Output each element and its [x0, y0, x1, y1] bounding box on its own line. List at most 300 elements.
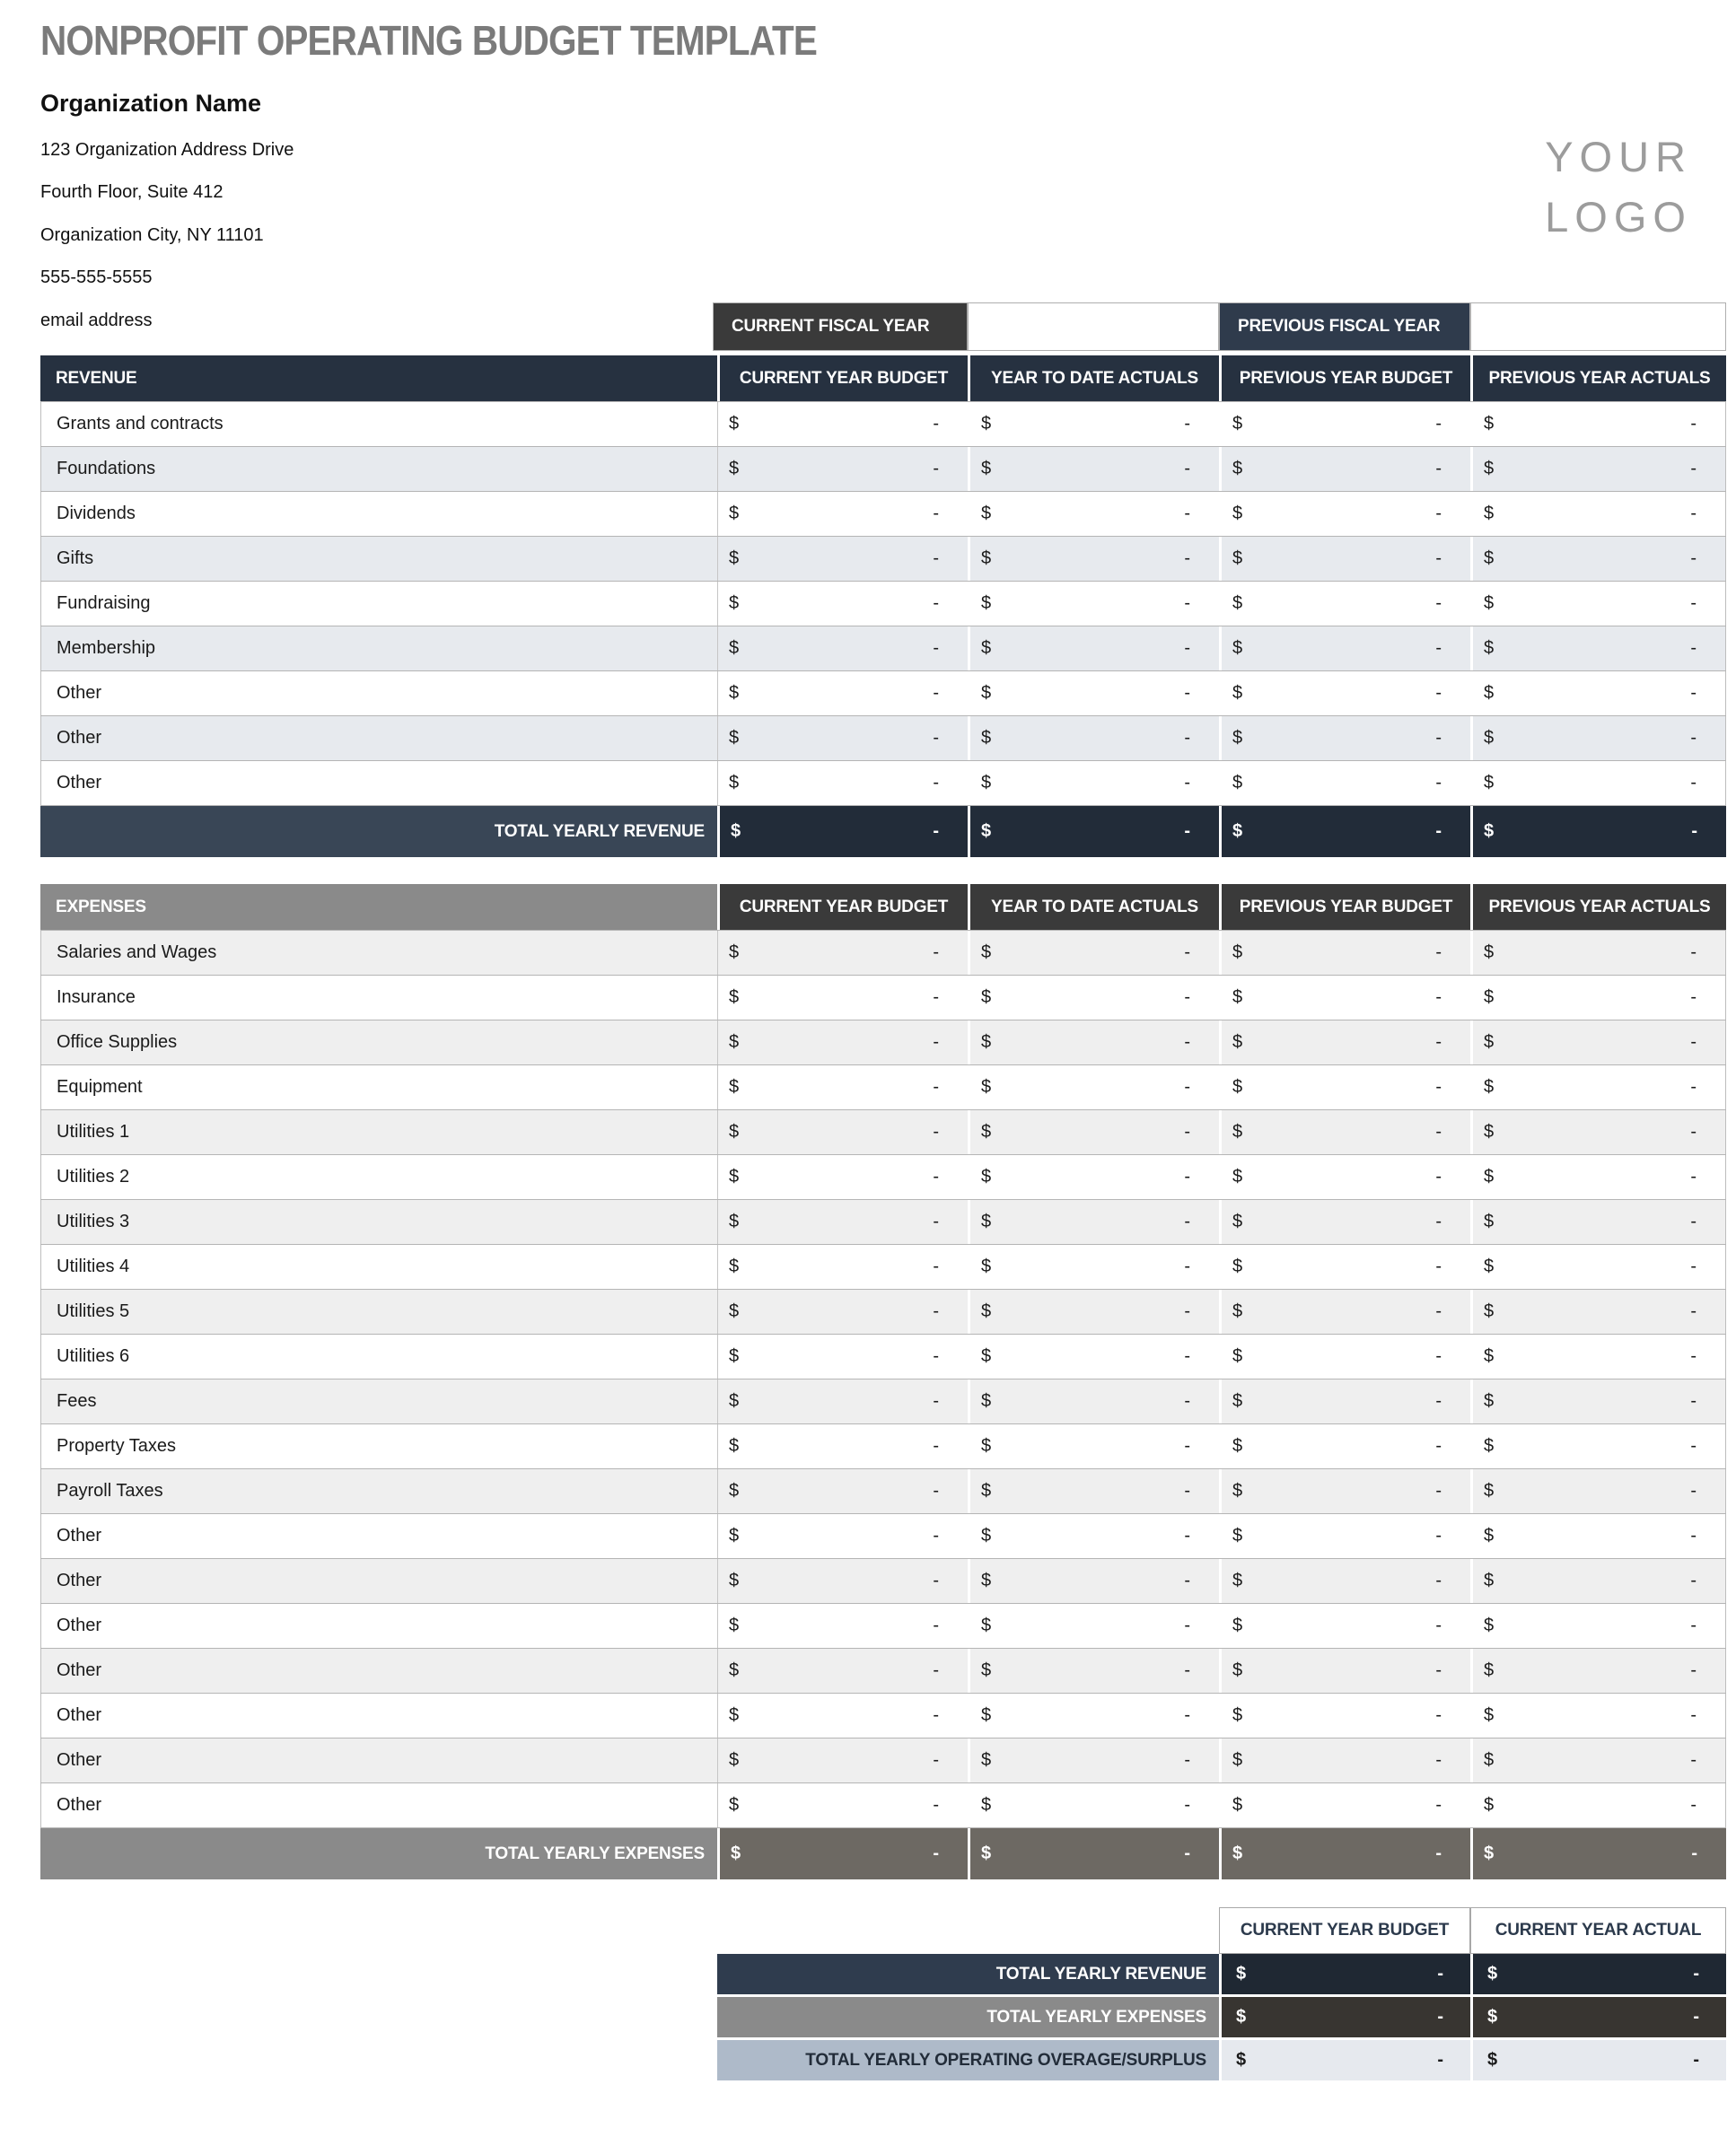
row-label: Utilities 6	[40, 1335, 717, 1379]
amount-cell[interactable]	[968, 1290, 1219, 1334]
currency-symbol: $	[981, 638, 992, 658]
amount-value: -	[1184, 1750, 1190, 1770]
revenue-row	[40, 761, 1726, 806]
summary-row-label: TOTAL YEARLY REVENUE	[717, 1954, 1219, 1994]
amount-cell[interactable]	[717, 1739, 968, 1782]
amount-cell[interactable]	[1470, 1020, 1726, 1064]
amount-value: -	[1690, 1750, 1697, 1770]
amount-value: -	[1437, 2050, 1443, 2070]
amount-value: -	[1693, 2007, 1699, 2027]
amount-cell[interactable]	[717, 1379, 968, 1423]
amount-cell[interactable]	[1470, 1335, 1726, 1379]
currency-symbol: $	[1236, 2007, 1247, 2027]
amount-value: -	[1184, 773, 1190, 793]
expense-row	[40, 931, 1726, 976]
amount-cell[interactable]	[717, 761, 968, 805]
amount-cell[interactable]	[968, 806, 1219, 857]
amount-cell[interactable]	[1470, 1783, 1726, 1827]
row-label: Other	[40, 1783, 717, 1827]
amount-cell[interactable]	[717, 976, 968, 1020]
currency-symbol: $	[981, 1660, 992, 1680]
currency-symbol: $	[729, 1032, 740, 1052]
amount-cell[interactable]	[1219, 1110, 1470, 1154]
amount-cell[interactable]	[1219, 1694, 1470, 1738]
expense-row	[40, 1424, 1726, 1469]
summary-column-current-year-budget: CURRENT YEAR BUDGET	[1219, 1907, 1470, 1954]
summary-table	[717, 1907, 1726, 2083]
amount-cell[interactable]	[717, 626, 968, 670]
currency-symbol: $	[981, 1750, 992, 1770]
amount-cell[interactable]	[968, 1155, 1219, 1199]
amount-cell[interactable]	[968, 976, 1219, 1020]
amount-cell[interactable]	[968, 537, 1219, 581]
currency-symbol: $	[1232, 821, 1243, 841]
amount-value: -	[933, 821, 939, 841]
amount-cell[interactable]	[1470, 537, 1726, 581]
amount-cell[interactable]	[1219, 671, 1470, 715]
row-label: Insurance	[40, 976, 717, 1020]
currency-symbol: $	[981, 1032, 992, 1052]
amount-cell[interactable]	[717, 1694, 968, 1738]
amount-value: -	[933, 728, 939, 748]
row-label: Other	[40, 1694, 717, 1738]
amount-value: -	[1184, 1391, 1190, 1411]
amount-cell[interactable]	[1219, 761, 1470, 805]
amount-cell[interactable]	[717, 1424, 968, 1468]
row-label: Other	[40, 761, 717, 805]
amount-cell[interactable]	[717, 1110, 968, 1154]
row-label: Other	[40, 1604, 717, 1648]
amount-cell[interactable]	[1470, 1200, 1726, 1244]
amount-cell[interactable]	[1219, 716, 1470, 760]
previous-fiscal-year-label: PREVIOUS FISCAL YEAR	[1219, 302, 1470, 351]
amount-cell[interactable]	[1470, 1379, 1726, 1423]
amount-value: -	[1690, 1526, 1697, 1546]
amount-cell[interactable]	[1470, 626, 1726, 670]
amount-cell[interactable]	[1219, 1290, 1470, 1334]
currency-symbol: $	[1484, 1122, 1495, 1142]
amount-cell[interactable]	[717, 1245, 968, 1289]
amount-cell[interactable]	[1219, 1200, 1470, 1244]
amount-value: -	[1690, 728, 1697, 748]
amount-value: -	[933, 1844, 939, 1863]
amount-cell[interactable]	[1470, 1424, 1726, 1468]
amount-cell[interactable]	[1219, 1335, 1470, 1379]
amount-cell[interactable]	[968, 1559, 1219, 1603]
amount-cell[interactable]	[968, 1649, 1219, 1693]
email-address: email address	[40, 311, 153, 330]
amount-value: -	[933, 1077, 939, 1097]
expense-row	[40, 1649, 1726, 1694]
amount-cell[interactable]	[1470, 806, 1726, 857]
row-label: Other	[40, 671, 717, 715]
amount-cell[interactable]	[1219, 1424, 1470, 1468]
currency-symbol: $	[1484, 1705, 1495, 1725]
amount-cell[interactable]	[717, 1155, 968, 1199]
currency-symbol: $	[981, 1616, 992, 1635]
amount-cell[interactable]	[1470, 761, 1726, 805]
amount-cell[interactable]	[1470, 402, 1726, 446]
amount-cell[interactable]	[1470, 1604, 1726, 1648]
currency-symbol: $	[1484, 773, 1495, 793]
currency-symbol: $	[1484, 1844, 1495, 1863]
currency-symbol: $	[729, 1122, 740, 1142]
currency-symbol: $	[1232, 1077, 1243, 1097]
current-fiscal-year-input[interactable]	[968, 302, 1219, 351]
amount-cell[interactable]	[1470, 1997, 1726, 2037]
amount-cell[interactable]	[1219, 1559, 1470, 1603]
amount-value: -	[933, 638, 939, 658]
amount-value: -	[933, 593, 939, 613]
address-line-1: 123 Organization Address Drive	[40, 140, 294, 160]
amount-value: -	[1184, 459, 1190, 478]
currency-symbol: $	[729, 1526, 740, 1546]
amount-cell[interactable]	[717, 1783, 968, 1827]
amount-cell[interactable]	[968, 1065, 1219, 1109]
currency-symbol: $	[729, 1212, 740, 1231]
currency-symbol: $	[1484, 1571, 1495, 1590]
currency-symbol: $	[981, 942, 992, 962]
amount-cell[interactable]	[1219, 582, 1470, 626]
amount-cell[interactable]	[717, 1290, 968, 1334]
expense-row	[40, 1020, 1726, 1065]
summary-row	[717, 1954, 1726, 1997]
amount-cell[interactable]	[1219, 1514, 1470, 1558]
amount-cell[interactable]	[1470, 1559, 1726, 1603]
currency-symbol: $	[1232, 593, 1243, 613]
amount-cell[interactable]	[1470, 1739, 1726, 1782]
amount-value: -	[1435, 683, 1442, 703]
currency-symbol: $	[981, 1212, 992, 1231]
amount-cell[interactable]	[1470, 1694, 1726, 1738]
amount-cell[interactable]	[968, 1694, 1219, 1738]
currency-symbol: $	[1484, 1750, 1495, 1770]
amount-cell[interactable]	[968, 1469, 1219, 1513]
amount-cell[interactable]	[717, 537, 968, 581]
column-header-previous-year-actuals: PREVIOUS YEAR ACTUALS	[1470, 355, 1726, 401]
logo-line-1: YOUR	[1545, 133, 1692, 180]
amount-value: -	[1690, 1705, 1697, 1725]
amount-value: -	[1693, 2050, 1699, 2070]
currency-symbol: $	[981, 414, 992, 434]
amount-cell[interactable]	[1219, 1997, 1470, 2037]
amount-cell[interactable]	[1219, 1020, 1470, 1064]
amount-cell[interactable]	[1470, 582, 1726, 626]
amount-value: -	[1435, 1436, 1442, 1456]
previous-fiscal-year-input[interactable]	[1470, 302, 1726, 351]
amount-value: -	[933, 1032, 939, 1052]
currency-symbol: $	[1232, 1481, 1243, 1501]
currency-symbol: $	[1484, 638, 1495, 658]
amount-cell[interactable]	[717, 1469, 968, 1513]
amount-value: -	[1184, 1122, 1190, 1142]
amount-cell[interactable]	[717, 582, 968, 626]
amount-cell[interactable]	[1219, 1469, 1470, 1513]
currency-symbol: $	[731, 821, 741, 841]
amount-cell[interactable]	[717, 931, 968, 975]
amount-value: -	[1435, 1346, 1442, 1366]
currency-symbol: $	[729, 548, 740, 568]
amount-value: -	[1690, 1167, 1697, 1187]
currency-symbol: $	[1487, 1964, 1498, 1984]
currency-symbol: $	[1484, 1616, 1495, 1635]
amount-value: -	[1435, 1705, 1442, 1725]
amount-cell[interactable]	[1470, 1469, 1726, 1513]
revenue-row	[40, 716, 1726, 761]
amount-cell[interactable]	[968, 761, 1219, 805]
currency-symbol: $	[1484, 821, 1495, 841]
revenue-section-title: REVENUE	[40, 355, 717, 401]
amount-value: -	[1184, 1616, 1190, 1635]
currency-symbol: $	[729, 1346, 740, 1366]
amount-value: -	[1435, 1122, 1442, 1142]
amount-value: -	[1435, 987, 1442, 1007]
expenses-total-row	[40, 1828, 1726, 1879]
amount-cell[interactable]	[1470, 671, 1726, 715]
column-header-previous-year-budget: PREVIOUS YEAR BUDGET	[1219, 355, 1470, 401]
expense-row	[40, 1783, 1726, 1828]
amount-value: -	[1435, 1660, 1442, 1680]
revenue-row	[40, 402, 1726, 447]
currency-symbol: $	[1232, 548, 1243, 568]
amount-value: -	[1690, 504, 1697, 523]
amount-cell[interactable]	[1219, 976, 1470, 1020]
amount-value: -	[1690, 1795, 1697, 1815]
amount-cell[interactable]	[717, 1649, 968, 1693]
amount-cell[interactable]	[1219, 1649, 1470, 1693]
amount-cell[interactable]	[1470, 1828, 1726, 1879]
amount-value: -	[1184, 548, 1190, 568]
amount-cell[interactable]	[717, 447, 968, 491]
amount-value: -	[1435, 1301, 1442, 1321]
amount-value: -	[933, 1346, 939, 1366]
amount-cell[interactable]	[1219, 402, 1470, 446]
currency-symbol: $	[1232, 414, 1243, 434]
amount-cell[interactable]	[1470, 1155, 1726, 1199]
amount-value: -	[1435, 459, 1442, 478]
amount-cell[interactable]	[968, 492, 1219, 536]
currency-symbol: $	[981, 821, 992, 841]
amount-value: -	[1184, 683, 1190, 703]
amount-cell[interactable]	[968, 402, 1219, 446]
summary-header-spacer	[717, 1907, 1219, 1954]
amount-cell[interactable]	[1219, 1828, 1470, 1879]
amount-cell[interactable]	[1219, 447, 1470, 491]
row-label: Office Supplies	[40, 1020, 717, 1064]
amount-cell[interactable]	[968, 582, 1219, 626]
amount-value: -	[933, 414, 939, 434]
currency-symbol: $	[1484, 414, 1495, 434]
row-label: Fundraising	[40, 582, 717, 626]
amount-value: -	[933, 1660, 939, 1680]
amount-value: -	[1184, 414, 1190, 434]
amount-value: -	[933, 1571, 939, 1590]
amount-value: -	[933, 987, 939, 1007]
currency-symbol: $	[1232, 1436, 1243, 1456]
row-label: Equipment	[40, 1065, 717, 1109]
amount-cell[interactable]	[1470, 1110, 1726, 1154]
currency-symbol: $	[729, 1750, 740, 1770]
currency-symbol: $	[729, 1795, 740, 1815]
amount-value: -	[1435, 1526, 1442, 1546]
amount-cell[interactable]	[717, 1200, 968, 1244]
amount-cell[interactable]	[968, 1335, 1219, 1379]
amount-cell[interactable]	[1219, 626, 1470, 670]
amount-value: -	[1435, 1167, 1442, 1187]
currency-symbol: $	[1232, 942, 1243, 962]
amount-cell[interactable]	[968, 671, 1219, 715]
currency-symbol: $	[1484, 593, 1495, 613]
currency-symbol: $	[1484, 1795, 1495, 1815]
amount-cell[interactable]	[968, 447, 1219, 491]
amount-cell[interactable]	[1470, 492, 1726, 536]
amount-cell[interactable]	[1219, 1783, 1470, 1827]
amount-cell[interactable]	[1219, 806, 1470, 857]
expense-row	[40, 1514, 1726, 1559]
currency-symbol: $	[981, 1391, 992, 1411]
amount-cell[interactable]	[717, 1020, 968, 1064]
currency-symbol: $	[981, 1436, 992, 1456]
amount-cell[interactable]	[1219, 1065, 1470, 1109]
amount-cell[interactable]	[1470, 931, 1726, 975]
currency-symbol: $	[981, 1301, 992, 1321]
amount-cell[interactable]	[1470, 1245, 1726, 1289]
amount-value: -	[1435, 504, 1442, 523]
currency-symbol: $	[1484, 1167, 1495, 1187]
amount-cell[interactable]	[1470, 1290, 1726, 1334]
currency-symbol: $	[1232, 1032, 1243, 1052]
amount-cell[interactable]	[1470, 1649, 1726, 1693]
currency-symbol: $	[1484, 1391, 1495, 1411]
amount-value: -	[1690, 1122, 1697, 1142]
organization-name: Organization Name	[40, 90, 262, 117]
amount-cell[interactable]	[968, 1020, 1219, 1064]
amount-cell[interactable]	[968, 1514, 1219, 1558]
currency-symbol: $	[981, 1122, 992, 1142]
amount-cell[interactable]	[1470, 447, 1726, 491]
amount-value: -	[1435, 821, 1442, 841]
currency-symbol: $	[1232, 1257, 1243, 1276]
amount-cell[interactable]	[968, 931, 1219, 975]
amount-cell[interactable]	[1219, 1954, 1470, 1994]
amount-value: -	[1435, 1032, 1442, 1052]
revenue-row	[40, 582, 1726, 626]
currency-symbol: $	[1484, 728, 1495, 748]
amount-value: -	[1435, 1616, 1442, 1635]
amount-value: -	[1184, 1077, 1190, 1097]
amount-cell[interactable]	[717, 716, 968, 760]
row-label: Foundations	[40, 447, 717, 491]
amount-cell[interactable]	[717, 1335, 968, 1379]
row-label: Grants and contracts	[40, 402, 717, 446]
currency-symbol: $	[1232, 1346, 1243, 1366]
amount-cell[interactable]	[1219, 931, 1470, 975]
amount-cell[interactable]	[1470, 2040, 1726, 2080]
amount-value: -	[1690, 1032, 1697, 1052]
amount-cell[interactable]	[1219, 537, 1470, 581]
amount-cell[interactable]	[1470, 976, 1726, 1020]
column-header-current-year-budget: CURRENT YEAR BUDGET	[717, 884, 968, 930]
amount-cell[interactable]	[1470, 1065, 1726, 1109]
amount-value: -	[1435, 1212, 1442, 1231]
revenue-rows	[40, 402, 1726, 806]
currency-symbol: $	[1232, 1526, 1243, 1546]
amount-cell[interactable]	[968, 1110, 1219, 1154]
currency-symbol: $	[981, 1167, 992, 1187]
column-header-current-year-budget: CURRENT YEAR BUDGET	[717, 355, 968, 401]
amount-value: -	[1435, 1844, 1442, 1863]
amount-cell[interactable]	[968, 1604, 1219, 1648]
amount-cell[interactable]	[968, 626, 1219, 670]
amount-cell[interactable]	[1219, 492, 1470, 536]
amount-cell[interactable]	[968, 1828, 1219, 1879]
amount-cell[interactable]	[1219, 1155, 1470, 1199]
amount-cell[interactable]	[1470, 1954, 1726, 1994]
amount-cell[interactable]	[717, 1828, 968, 1879]
amount-value: -	[1690, 414, 1697, 434]
amount-cell[interactable]	[968, 1783, 1219, 1827]
currency-symbol: $	[729, 593, 740, 613]
current-fiscal-year-label: CURRENT FISCAL YEAR	[713, 302, 968, 351]
summary-row-label: TOTAL YEARLY EXPENSES	[717, 1997, 1219, 2037]
amount-value: -	[1435, 728, 1442, 748]
amount-cell[interactable]	[968, 1424, 1219, 1468]
amount-value: -	[933, 1122, 939, 1142]
amount-cell[interactable]	[968, 1739, 1219, 1782]
amount-value: -	[933, 1391, 939, 1411]
amount-value: -	[1184, 987, 1190, 1007]
row-label: Fees	[40, 1379, 717, 1423]
currency-symbol: $	[981, 987, 992, 1007]
amount-cell[interactable]	[1219, 1604, 1470, 1648]
amount-cell[interactable]	[717, 1604, 968, 1648]
amount-value: -	[1184, 593, 1190, 613]
revenue-row	[40, 671, 1726, 716]
amount-cell[interactable]	[717, 1065, 968, 1109]
amount-cell[interactable]	[1219, 1379, 1470, 1423]
amount-cell[interactable]	[717, 806, 968, 857]
currency-symbol: $	[729, 987, 740, 1007]
amount-cell[interactable]	[968, 1379, 1219, 1423]
currency-symbol: $	[1232, 1844, 1243, 1863]
amount-cell[interactable]	[1219, 1245, 1470, 1289]
amount-cell[interactable]	[1470, 1514, 1726, 1558]
amount-value: -	[1184, 821, 1190, 841]
currency-symbol: $	[1232, 1660, 1243, 1680]
amount-cell[interactable]	[717, 1514, 968, 1558]
expense-row	[40, 1335, 1726, 1379]
amount-cell[interactable]	[1470, 716, 1726, 760]
amount-cell[interactable]	[968, 716, 1219, 760]
row-label: Utilities 5	[40, 1290, 717, 1334]
currency-symbol: $	[1484, 1481, 1495, 1501]
amount-value: -	[1184, 1660, 1190, 1680]
summary-header-row	[717, 1907, 1726, 1954]
amount-cell[interactable]	[717, 402, 968, 446]
amount-value: -	[1435, 1391, 1442, 1411]
amount-cell[interactable]	[717, 492, 968, 536]
expense-row	[40, 1559, 1726, 1604]
amount-cell[interactable]	[1219, 1739, 1470, 1782]
amount-cell[interactable]	[717, 1559, 968, 1603]
currency-symbol: $	[1232, 1795, 1243, 1815]
amount-value: -	[1184, 1436, 1190, 1456]
amount-cell[interactable]	[968, 1200, 1219, 1244]
amount-cell[interactable]	[968, 1245, 1219, 1289]
amount-cell[interactable]	[1219, 2040, 1470, 2080]
currency-symbol: $	[1232, 1301, 1243, 1321]
amount-cell[interactable]	[717, 671, 968, 715]
